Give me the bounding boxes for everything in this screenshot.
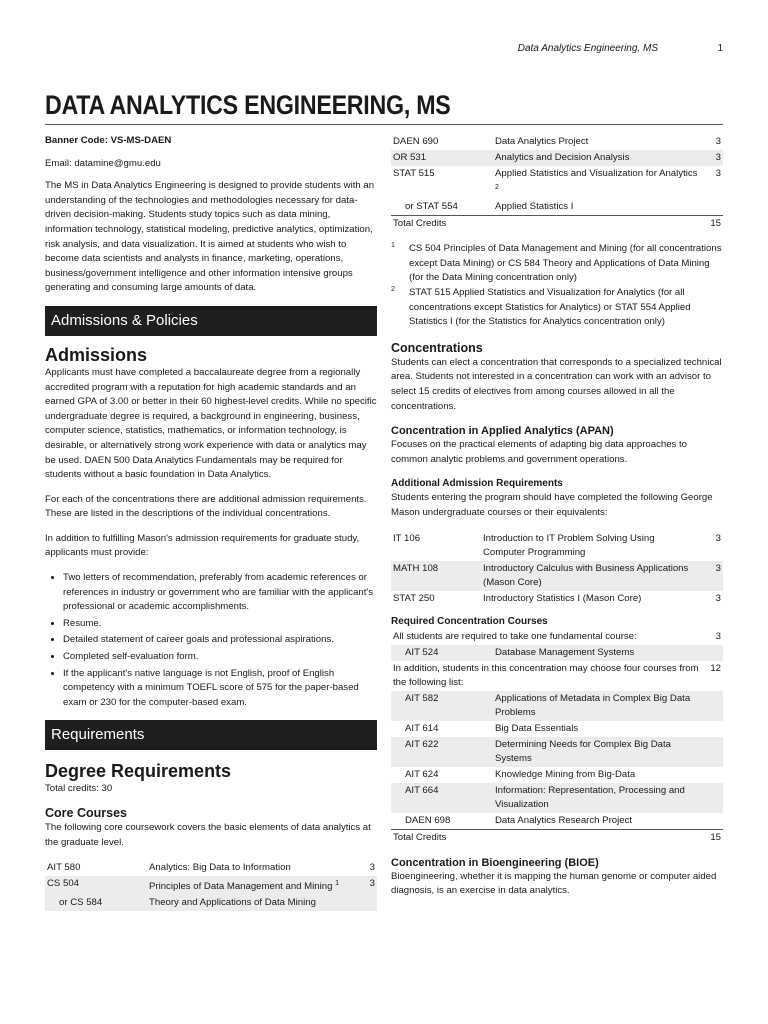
- course-credits: [701, 721, 723, 737]
- course-code[interactable]: DAEN 698: [405, 814, 451, 826]
- core-courses-heading: Core Courses: [45, 806, 127, 820]
- course-credits: [701, 645, 723, 661]
- table-row: [391, 813, 723, 830]
- footnote-text: CS 504 Principles of Data Management and Mining (for all concentrations except Data Mining) or CS 584 Theory and Applications of Data Mining (for the Data Mining concentration only): [409, 243, 722, 284]
- course-code[interactable]: AIT 622: [391, 737, 493, 767]
- course-credits: [701, 767, 723, 783]
- course-title: Introduction to IT Problem Solving Using Computer Programming: [483, 532, 655, 558]
- total-row: [391, 216, 723, 233]
- table-row: [391, 645, 723, 661]
- title-rule: [45, 124, 723, 125]
- course-title: Determining Needs for Complex Big Data Systems: [493, 737, 701, 767]
- course-title: Theory and Applications of Data Mining: [147, 895, 355, 911]
- course-code[interactable]: AIT 582: [391, 691, 493, 721]
- course-credits: [701, 691, 723, 721]
- footnote-text: STAT 515 Applied Statistics and Visualization for Analytics (for all concentrations except Statistics for Analytics) or STAT 554 Applied Statistics I (for the Statistics for Analytics concentration only): [409, 286, 691, 328]
- total-label: Total Credits: [391, 829, 701, 846]
- course-code[interactable]: or STAT 554: [405, 201, 458, 213]
- list-item: • Completed self-evaluation form.: [63, 650, 377, 665]
- left-column: [45, 134, 377, 911]
- course-title-cell: [493, 166, 701, 199]
- course-code[interactable]: OR 531: [391, 150, 493, 166]
- concentrations-intro: Students can elect a concentration that corresponds to a specialized technical area. Students not interested in a concentration can work with an advisor to select 15 credits of electives from among courses allowed in all the concentrations.: [391, 356, 722, 412]
- course-credits: 3: [715, 136, 721, 147]
- footnote: [391, 242, 723, 286]
- list-item: • Detailed statement of career goals and professional aspirations.: [63, 633, 377, 648]
- course-credits: 3: [369, 862, 375, 874]
- footnote-mark: 1: [391, 242, 395, 250]
- course-credits: [701, 737, 723, 767]
- course-title: Introductory Statistics I (Mason Core): [483, 592, 642, 604]
- table-row: [45, 876, 377, 895]
- requirement-credits: 12: [710, 662, 721, 674]
- course-title: Applied Statistics I: [495, 201, 574, 213]
- additional-admission-heading: Additional Admission Requirements: [391, 478, 563, 490]
- contact-email[interactable]: Email: datamine@gmu.edu: [45, 157, 161, 169]
- course-credits: 3: [715, 532, 721, 544]
- requirement-credits: 3: [715, 630, 721, 642]
- course-title: Database Management Systems: [493, 645, 701, 661]
- total-value: 15: [701, 829, 723, 846]
- table-row: [45, 860, 377, 876]
- page-number: 1: [717, 43, 723, 54]
- course-code[interactable]: AIT 580: [47, 862, 81, 874]
- prerequisite-courses-table: [391, 531, 723, 607]
- apan-heading: Concentration in Applied Analytics (APAN): [391, 425, 614, 438]
- admissions-heading: Admissions: [45, 344, 148, 365]
- required-concentration-heading: Required Concentration Courses: [391, 615, 548, 627]
- course-title: Big Data Essentials: [495, 722, 579, 734]
- table-row: [391, 199, 723, 216]
- total-value: 15: [701, 216, 723, 233]
- additional-admission-intro: Students entering the program should have completed the following George Mason undergraduate courses or their equivalents:: [391, 492, 713, 518]
- admission-requirements-list: [45, 571, 377, 710]
- core-courses-table: [45, 860, 377, 911]
- course-code[interactable]: AIT 624: [405, 768, 439, 780]
- section-band-admissions-policies: Admissions & Policies: [45, 306, 377, 336]
- total-label: Total Credits: [391, 216, 701, 233]
- admissions-paragraph-2: For each of the concentrations there are additional admission requirements. These are listed in the descriptions of the individual concentrations.: [45, 493, 367, 520]
- footnote-ref[interactable]: 1: [335, 880, 340, 888]
- course-credits: [701, 813, 723, 830]
- table-row: [391, 629, 723, 645]
- apan-intro: Focuses on the practical elements of adapting big data approaches to common analytic problems and government operations.: [391, 439, 687, 465]
- footnote-ref[interactable]: 2: [495, 184, 499, 191]
- course-credits: [701, 783, 723, 813]
- course-credits: [701, 199, 723, 216]
- table-row: [391, 691, 723, 721]
- course-code[interactable]: AIT 524: [391, 645, 493, 661]
- course-title: Information: Representation, Processing and Visualization: [493, 783, 701, 813]
- required-concentration-table: [391, 629, 723, 846]
- table-row: [391, 767, 723, 783]
- requirement-note: All students are required to take one fundamental course:: [393, 630, 637, 642]
- course-title: Applied Statistics and Visualization for Analytics: [495, 168, 698, 179]
- bioe-heading: Concentration in Bioengineering (BIOE): [391, 856, 599, 869]
- requirement-note: In addition, students in this concentration may choose four courses from the following list:: [393, 662, 699, 688]
- course-credits: [355, 895, 377, 911]
- course-title: Introductory Calculus with Business Applications (Mason Core): [481, 561, 701, 591]
- table-row: [391, 134, 723, 150]
- course-title-cell: [147, 876, 355, 895]
- core-courses-table-continued: [391, 134, 723, 232]
- section-band-requirements: Requirements: [45, 720, 377, 750]
- course-code[interactable]: or CS 584: [45, 895, 147, 911]
- page-title: DATA ANALYTICS ENGINEERING, MS: [45, 90, 451, 120]
- table-row: [45, 895, 377, 911]
- running-title: Data Analytics Engineering, MS: [517, 43, 658, 54]
- total-row: [391, 829, 723, 846]
- list-item: • Two letters of recommendation, preferably from academic references or references in industry or government who are familiar with the applicant's professional or academic accomplishments.: [63, 571, 377, 615]
- table-row: [391, 783, 723, 813]
- course-title: Analytics and Decision Analysis: [493, 150, 701, 166]
- core-courses-intro: The following core coursework covers the basic elements of data analytics at the graduate level.: [45, 822, 371, 848]
- table-row: [391, 150, 723, 166]
- course-title: Data Analytics Research Project: [495, 814, 633, 826]
- course-credits: 3: [701, 561, 723, 591]
- table-row: [391, 737, 723, 767]
- course-code[interactable]: CS 504: [45, 876, 147, 895]
- course-credits: 3: [715, 168, 721, 179]
- course-code[interactable]: MATH 108: [391, 561, 481, 591]
- course-title: Data Analytics Project: [495, 136, 589, 147]
- course-title: Principles of Data Management and Mining: [149, 881, 333, 893]
- table-row: [391, 561, 723, 591]
- bioe-intro: Bioengineering, whether it is mapping the human genome or computer aided diagnosis, is an exercise in data analytics.: [391, 870, 717, 897]
- table-row: [391, 661, 723, 691]
- course-code[interactable]: AIT 664: [391, 783, 493, 813]
- admissions-paragraph-1: Applicants must have completed a baccalaureate degree from a regionally accredited program with a reputation for high academic standards and an earned GPA of 3.00 or better in their 60 highest-level credits. While no specific undergraduate degree is required, a background in engineering, business, computer science, statistics, mathematics, or information technology, is desirable, or alternatively strong work experience with data or analytics may be used. DAEN 500 Data Analytics Fundamentals may be required for students without a basic foundation in Data Analytics.: [45, 366, 377, 481]
- table-row: [391, 531, 723, 561]
- course-title: Applications of Metadata in Complex Big Data Problems: [493, 691, 701, 721]
- course-code[interactable]: AIT 614: [405, 722, 439, 734]
- concentrations-heading: Concentrations: [391, 340, 483, 355]
- degree-requirements-heading: Degree Requirements: [45, 761, 232, 782]
- course-credits: 3: [715, 592, 721, 604]
- course-credits: 3: [701, 150, 723, 166]
- course-title: Knowledge Mining from Big-Data: [495, 768, 636, 780]
- table-row: [391, 721, 723, 737]
- footnote: [391, 286, 723, 330]
- course-code[interactable]: DAEN 690: [393, 136, 439, 147]
- banner-code: Banner Code: VS-MS-DAEN: [45, 135, 172, 146]
- admissions-paragraph-3: In addition to fulfilling Mason's admission requirements for graduate study, applicants must provide:: [45, 532, 360, 559]
- course-code[interactable]: STAT 250: [393, 592, 435, 604]
- course-title: Analytics: Big Data to Information: [149, 862, 291, 874]
- footnote-mark: 2: [391, 285, 395, 293]
- program-intro: The MS in Data Analytics Engineering is designed to provide students with an understanding of the technologies and methodologies necessary for data-driven decision-making. Students study topics such as data mining, information technology, statistical modeling, predictive analytics, optimization, risk analysis, and data visualization. It is aimed at students who wish to become data scientists and analysts in finance, marketing, operations, business/government intelligence and other information intensive groups generating and consuming large amounts of data.: [45, 180, 375, 294]
- table-row: [391, 166, 723, 199]
- table-row: [391, 591, 723, 607]
- course-code[interactable]: STAT 515: [393, 168, 435, 179]
- course-credits: 3: [355, 876, 377, 895]
- total-credits-note: Total credits: 30: [45, 783, 113, 795]
- right-column: [391, 134, 723, 899]
- list-item: • If the applicant's native language is not English, proof of English competency with a minimum TOEFL score of 575 for the paper-based exam or 230 for the computer-based exam.: [63, 667, 377, 711]
- list-item: • Resume.: [63, 617, 377, 632]
- course-code[interactable]: IT 106: [393, 532, 421, 544]
